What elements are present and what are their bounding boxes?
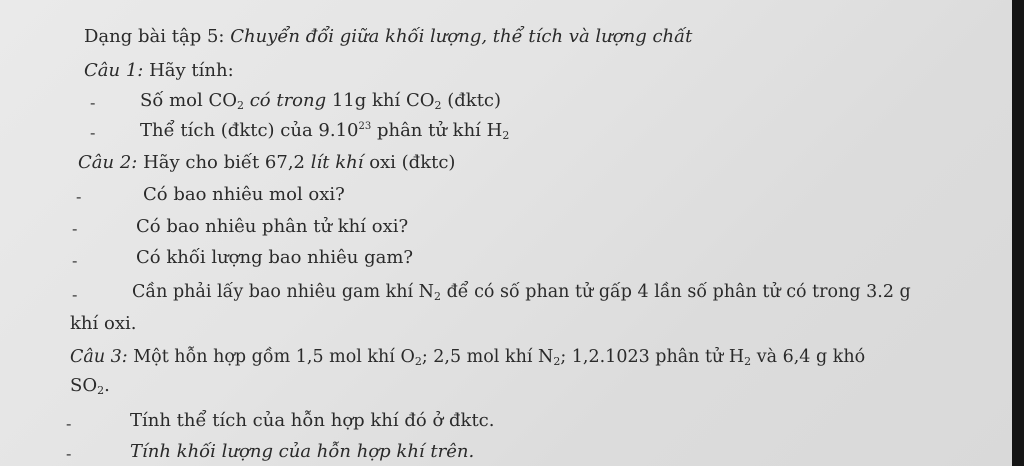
bullet-dash: - [66, 414, 72, 433]
bullet-dash: - [72, 251, 78, 270]
heading: Dạng bài tập 5: Chuyển đổi giữa khối lượng, thể tích và lượng chất [84, 26, 693, 47]
q3-item-2: Tính khối lượng của hỗn hợp khí trên. [130, 441, 475, 462]
bullet-dash: - [90, 93, 96, 112]
question-1-header: Câu 1: Hãy tính: [84, 60, 234, 81]
q2-item-4: Cần phải lấy bao nhiêu gam khí $N_2$ để có số phan tử gấp 4 lần số phân tử có trong 3.2 g [132, 282, 911, 303]
dark-edge [1012, 0, 1024, 466]
bullet-dash: - [76, 187, 82, 206]
question-3-text: Câu 3: Một hỗn hợp gồm 1,5 mol khí $O_2$; 2,5 mol khí $N_2$; 1,2.1023 phân tử $H_2$ và 6,4 g khó [70, 347, 866, 368]
q2-item-1: Có bao nhiêu mol oxi? [143, 184, 345, 205]
bullet-dash: - [72, 285, 78, 304]
q2-item-3: Có khối lượng bao nhiêu gam? [136, 247, 414, 268]
bullet-dash: - [72, 219, 78, 238]
question-2-header: Câu 2: Hãy cho biết 67,2 lít khí oxi (đktc) [78, 152, 456, 173]
q2-item-4-continued: khí oxi. [70, 313, 137, 334]
q3-item-1: Tính thể tích của hỗn hợp khí đó ở đktc. [130, 410, 495, 431]
q1-item-2: Thể tích (đktc) của 9.10$^{23}$ phân tử khí $H_2$ [140, 120, 510, 142]
bullet-dash: - [90, 123, 96, 142]
question-3-continued: $SO_2$. [70, 375, 110, 397]
q2-item-2: Có bao nhiêu phân tử khí oxi? [136, 216, 409, 237]
q1-item-1: Số mol $CO_2$ có trong 11g khí $CO_2$ (đktc) [140, 90, 502, 112]
bullet-dash: - [66, 444, 72, 463]
